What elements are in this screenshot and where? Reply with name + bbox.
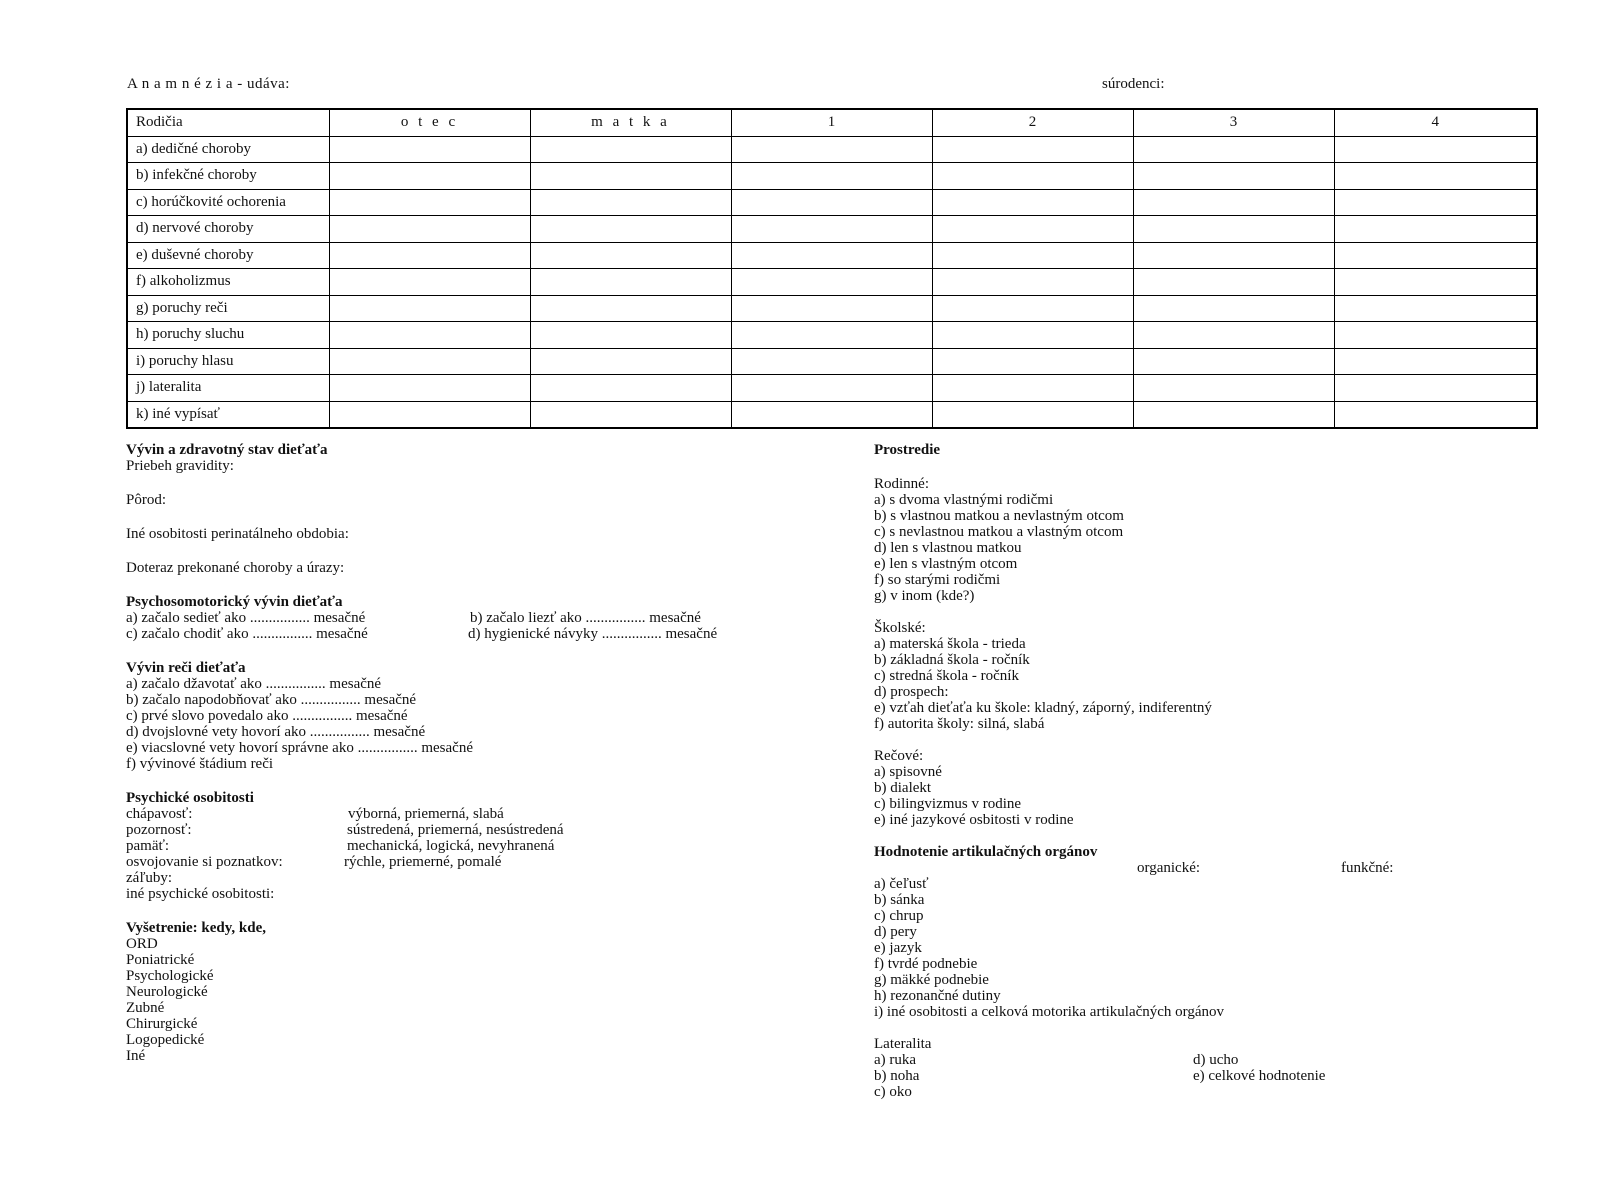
cell-matka[interactable] — [530, 216, 731, 243]
chapavost-options[interactable]: výborná, priemerná, slabá — [348, 806, 504, 822]
skolske-option[interactable]: e) vzťah dieťaťa ku škole: kladný, záporný, indiferentný — [874, 700, 1212, 716]
examination-item[interactable]: Neurologické — [126, 984, 208, 1000]
speech-dev-item[interactable]: c) prvé slovo povedalo ako ................ mesačné — [126, 708, 408, 724]
row-label: b) infekčné choroby — [127, 163, 329, 190]
cell-sibling-2[interactable] — [932, 189, 1133, 216]
cell-sibling-1[interactable] — [731, 136, 932, 163]
col-header-matka: m a t k a — [530, 109, 731, 136]
cell-sibling-1[interactable] — [731, 216, 932, 243]
cell-sibling-3[interactable] — [1133, 189, 1334, 216]
skolske-option[interactable]: a) materská škola - trieda — [874, 636, 1026, 652]
lateralita-celkove[interactable]: e) celkové hodnotenie — [1193, 1068, 1326, 1084]
skolske-list — [874, 636, 1554, 732]
psychomotor-item-d[interactable]: d) hygienické návyky ................ mesačné — [468, 626, 718, 642]
cell-sibling-4[interactable] — [1334, 136, 1537, 163]
examination-item[interactable]: Zubné — [126, 1000, 165, 1016]
table-row — [127, 295, 1537, 322]
recove-option[interactable]: b) dialekt — [874, 780, 932, 796]
cell-otec[interactable] — [329, 269, 530, 296]
table-header-row — [127, 109, 1537, 136]
cell-sibling-4[interactable] — [1334, 322, 1537, 349]
cell-sibling-3[interactable] — [1133, 375, 1334, 402]
row-label: a) dedičné choroby — [127, 136, 329, 163]
cell-otec[interactable] — [329, 322, 530, 349]
row-label: e) duševné choroby — [127, 242, 329, 269]
speech-dev-item[interactable]: a) začalo džavotať ako ................ mesačné — [126, 676, 382, 692]
cell-otec[interactable] — [329, 136, 530, 163]
cell-sibling-2[interactable] — [932, 401, 1133, 428]
cell-sibling-1[interactable] — [731, 322, 932, 349]
right-column — [874, 442, 1554, 1100]
row-label: c) horúčkovité ochorenia — [127, 189, 329, 216]
psychomotor-row-2 — [126, 626, 866, 642]
col-header-sibling-4: 4 — [1334, 109, 1537, 136]
cell-sibling-1[interactable] — [731, 269, 932, 296]
cell-sibling-3[interactable] — [1133, 136, 1334, 163]
cell-sibling-2[interactable] — [932, 216, 1133, 243]
cell-sibling-3[interactable] — [1133, 216, 1334, 243]
cell-sibling-4[interactable] — [1334, 242, 1537, 269]
rodinne-option[interactable]: d) len s vlastnou matkou — [874, 540, 1022, 556]
cell-sibling-2[interactable] — [932, 269, 1133, 296]
cell-otec[interactable] — [329, 375, 530, 402]
examination-item[interactable]: Logopedické — [126, 1032, 205, 1048]
row-label: g) poruchy reči — [127, 295, 329, 322]
recove-title: Rečové: — [874, 748, 924, 764]
porod-field[interactable]: Pôrod: — [126, 492, 167, 508]
articulation-item[interactable]: a) čeľusť — [874, 876, 929, 892]
cell-sibling-3[interactable] — [1133, 295, 1334, 322]
articulation-list — [874, 876, 1554, 1020]
cell-sibling-4[interactable] — [1334, 189, 1537, 216]
rodinne-list — [874, 492, 1554, 604]
anamnesis-table — [126, 108, 1538, 429]
cell-sibling-1[interactable] — [731, 295, 932, 322]
cell-matka[interactable] — [530, 295, 731, 322]
speech-dev-title: Vývin reči dieťaťa — [126, 660, 246, 676]
table-row — [127, 401, 1537, 428]
psychic-title: Psychické osobitosti — [126, 790, 254, 806]
cell-sibling-3[interactable] — [1133, 401, 1334, 428]
cell-sibling-1[interactable] — [731, 163, 932, 190]
speech-dev-item[interactable]: e) viacslovné vety hovorí správne ako ................ mesačné — [126, 740, 473, 756]
cell-otec[interactable] — [329, 242, 530, 269]
rodinne-option[interactable]: a) s dvoma vlastnými rodičmi — [874, 492, 1054, 508]
examination-list — [126, 936, 866, 1064]
cell-sibling-4[interactable] — [1334, 348, 1537, 375]
cell-sibling-3[interactable] — [1133, 163, 1334, 190]
col-header-rodicia: Rodičia — [127, 109, 329, 136]
skolske-option[interactable]: c) stredná škola - ročník — [874, 668, 1019, 684]
psychomotor-item-a[interactable]: a) začalo sedieť ako ................ mesačné — [126, 610, 366, 626]
cell-matka[interactable] — [530, 348, 731, 375]
lateralita-oko[interactable]: c) oko — [874, 1084, 912, 1100]
examination-item[interactable]: Iné — [126, 1048, 146, 1064]
articulation-item[interactable]: d) pery — [874, 924, 917, 940]
table-row — [127, 242, 1537, 269]
chapavost-label: chápavosť: — [126, 806, 193, 822]
rodinne-option[interactable]: c) s nevlastnou matkou a vlastným otcom — [874, 524, 1124, 540]
organicke-label: organické: — [1137, 860, 1201, 876]
table-row — [127, 322, 1537, 349]
articulation-item[interactable]: e) jazyk — [874, 940, 922, 956]
speech-dev-item[interactable]: b) začalo napodobňovať ako ................ mesačné — [126, 692, 417, 708]
row-label: d) nervové choroby — [127, 216, 329, 243]
cell-otec[interactable] — [329, 189, 530, 216]
table-row — [127, 375, 1537, 402]
cell-otec[interactable] — [329, 348, 530, 375]
speech-dev-item[interactable]: f) vývinové štádium reči — [126, 756, 274, 772]
lateralita-ucho[interactable]: d) ucho — [1193, 1052, 1239, 1068]
table-row — [127, 269, 1537, 296]
cell-sibling-2[interactable] — [932, 136, 1133, 163]
gravidity-field[interactable]: Priebeh gravidity: — [126, 458, 234, 474]
osvojovanie-options[interactable]: rýchle, priemerné, pomalé — [344, 854, 502, 870]
cell-sibling-4[interactable] — [1334, 216, 1537, 243]
examination-item[interactable]: Poniatrické — [126, 952, 195, 968]
articulation-subheaders — [874, 860, 1554, 876]
cell-matka[interactable] — [530, 269, 731, 296]
col-header-sibling-3: 3 — [1133, 109, 1334, 136]
perinatal-field[interactable]: Iné osobitosti perinatálneho obdobia: — [126, 526, 349, 542]
pozornost-options[interactable]: sústredená, priemerná, nesústredená — [347, 822, 564, 838]
rodinne-option[interactable]: e) len s vlastným otcom — [874, 556, 1018, 572]
articulation-item[interactable]: h) rezonančné dutiny — [874, 988, 1001, 1004]
skolske-option[interactable]: d) prospech: — [874, 684, 949, 700]
cell-sibling-1[interactable] — [731, 375, 932, 402]
examination-item[interactable]: Psychologické — [126, 968, 214, 984]
cell-sibling-2[interactable] — [932, 322, 1133, 349]
psychomotor-item-b[interactable]: b) začalo liezť ako ................ mesačné — [470, 610, 701, 626]
psychic-row-pamat — [126, 838, 866, 854]
table-row — [127, 216, 1537, 243]
table-row — [127, 136, 1537, 163]
lateralita-noha[interactable]: b) noha — [874, 1068, 920, 1084]
cell-matka[interactable] — [530, 401, 731, 428]
rodinne-option[interactable]: g) v inom (kde?) — [874, 588, 975, 604]
skolske-option[interactable]: f) autorita školy: silná, slabá — [874, 716, 1045, 732]
cell-sibling-3[interactable] — [1133, 269, 1334, 296]
prostredie-title: Prostredie — [874, 442, 941, 458]
row-label: f) alkoholizmus — [127, 269, 329, 296]
cell-matka[interactable] — [530, 375, 731, 402]
cell-sibling-4[interactable] — [1334, 269, 1537, 296]
pozornost-label: pozornosť: — [126, 822, 192, 838]
cell-sibling-3[interactable] — [1133, 242, 1334, 269]
vyvin-title: Vývin a zdravotný stav dieťaťa — [126, 442, 328, 458]
psychic-row-chapavost — [126, 806, 866, 822]
cell-sibling-1[interactable] — [731, 242, 932, 269]
cell-sibling-1[interactable] — [731, 401, 932, 428]
cell-sibling-4[interactable] — [1334, 163, 1537, 190]
cell-otec[interactable] — [329, 295, 530, 322]
row-label: j) lateralita — [127, 375, 329, 402]
recove-option[interactable]: c) bilingvizmus v rodine — [874, 796, 1022, 812]
lateralita-ruka[interactable]: a) ruka — [874, 1052, 917, 1068]
osvojovanie-label: osvojovanie si poznatkov: — [126, 854, 283, 870]
speech-dev-list — [126, 676, 866, 772]
funkcne-label: funkčné: — [1341, 860, 1394, 876]
articulation-item[interactable]: c) chrup — [874, 908, 924, 924]
table-row — [127, 189, 1537, 216]
row-label: h) poruchy sluchu — [127, 322, 329, 349]
cell-sibling-3[interactable] — [1133, 322, 1334, 349]
rodinne-option[interactable]: b) s vlastnou matkou a nevlastným otcom — [874, 508, 1124, 524]
recove-option[interactable]: a) spisovné — [874, 764, 942, 780]
examination-title: Vyšetrenie: kedy, kde, — [126, 920, 267, 936]
diseases-field[interactable]: Doteraz prekonané choroby a úrazy: — [126, 560, 345, 576]
examination-item[interactable]: ORD — [126, 936, 158, 952]
rodinne-option[interactable]: f) so starými rodičmi — [874, 572, 1001, 588]
cell-sibling-2[interactable] — [932, 242, 1133, 269]
articulation-item[interactable]: i) iné osobitosti a celková motorika artikulačných orgánov — [874, 1004, 1225, 1020]
articulation-title: Hodnotenie artikulačných orgánov — [874, 844, 1098, 860]
surodenci-label: súrodenci: — [1102, 76, 1165, 92]
left-column — [126, 442, 866, 1064]
cell-matka[interactable] — [530, 242, 731, 269]
cell-sibling-4[interactable] — [1334, 375, 1537, 402]
pamat-options[interactable]: mechanická, logická, nevyhranená — [347, 838, 555, 854]
cell-sibling-1[interactable] — [731, 189, 932, 216]
articulation-item[interactable]: g) mäkké podnebie — [874, 972, 989, 988]
cell-sibling-2[interactable] — [932, 163, 1133, 190]
table-row — [127, 348, 1537, 375]
table-row — [127, 163, 1537, 190]
pamat-label: pamäť: — [126, 838, 170, 854]
cell-matka[interactable] — [530, 163, 731, 190]
col-header-sibling-1: 1 — [731, 109, 932, 136]
cell-otec[interactable] — [329, 216, 530, 243]
cell-matka[interactable] — [530, 189, 731, 216]
cell-sibling-2[interactable] — [932, 375, 1133, 402]
row-label: i) poruchy hlasu — [127, 348, 329, 375]
speech-dev-item[interactable]: d) dvojslovné vety hovorí ako ................ mesačné — [126, 724, 426, 740]
col-header-otec: o t e c — [329, 109, 530, 136]
lateralita-row-2 — [874, 1068, 1554, 1084]
row-label: k) iné vypísať — [127, 401, 329, 428]
psychic-row-osvojovanie — [126, 854, 866, 870]
lateralita-title: Lateralita — [874, 1036, 932, 1052]
cell-sibling-2[interactable] — [932, 348, 1133, 375]
recove-list — [874, 764, 1554, 828]
lateralita-row-1 — [874, 1052, 1554, 1068]
zaluby-field[interactable]: záľuby: — [126, 870, 173, 886]
col-header-sibling-2: 2 — [932, 109, 1133, 136]
psychomotor-row-1 — [126, 610, 866, 626]
psychic-row-pozornost — [126, 822, 866, 838]
skolske-option[interactable]: b) základná škola - ročník — [874, 652, 1030, 668]
cell-otec[interactable] — [329, 401, 530, 428]
articulation-item[interactable]: b) sánka — [874, 892, 925, 908]
articulation-item[interactable]: f) tvrdé podnebie — [874, 956, 978, 972]
cell-matka[interactable] — [530, 136, 731, 163]
lateralita-row-3 — [874, 1084, 1554, 1100]
cell-otec[interactable] — [329, 163, 530, 190]
psychomotor-title: Psychosomotorický vývin dieťaťa — [126, 594, 343, 610]
cell-sibling-4[interactable] — [1334, 401, 1537, 428]
cell-sibling-4[interactable] — [1334, 295, 1537, 322]
other-psychic-field[interactable]: iné psychické osobitosti: — [126, 886, 275, 902]
cell-sibling-1[interactable] — [731, 348, 932, 375]
skolske-title: Školské: — [874, 620, 926, 636]
cell-sibling-3[interactable] — [1133, 348, 1334, 375]
cell-sibling-2[interactable] — [932, 295, 1133, 322]
anamneza-heading: A n a m n é z i a - udáva: — [127, 76, 290, 92]
recove-option[interactable]: e) iné jazykové osbitosti v rodine — [874, 812, 1074, 828]
rodinne-title: Rodinné: — [874, 476, 929, 492]
examination-item[interactable]: Chirurgické — [126, 1016, 198, 1032]
psychomotor-item-c[interactable]: c) začalo chodiť ako ................ mesačné — [126, 626, 368, 642]
cell-matka[interactable] — [530, 322, 731, 349]
